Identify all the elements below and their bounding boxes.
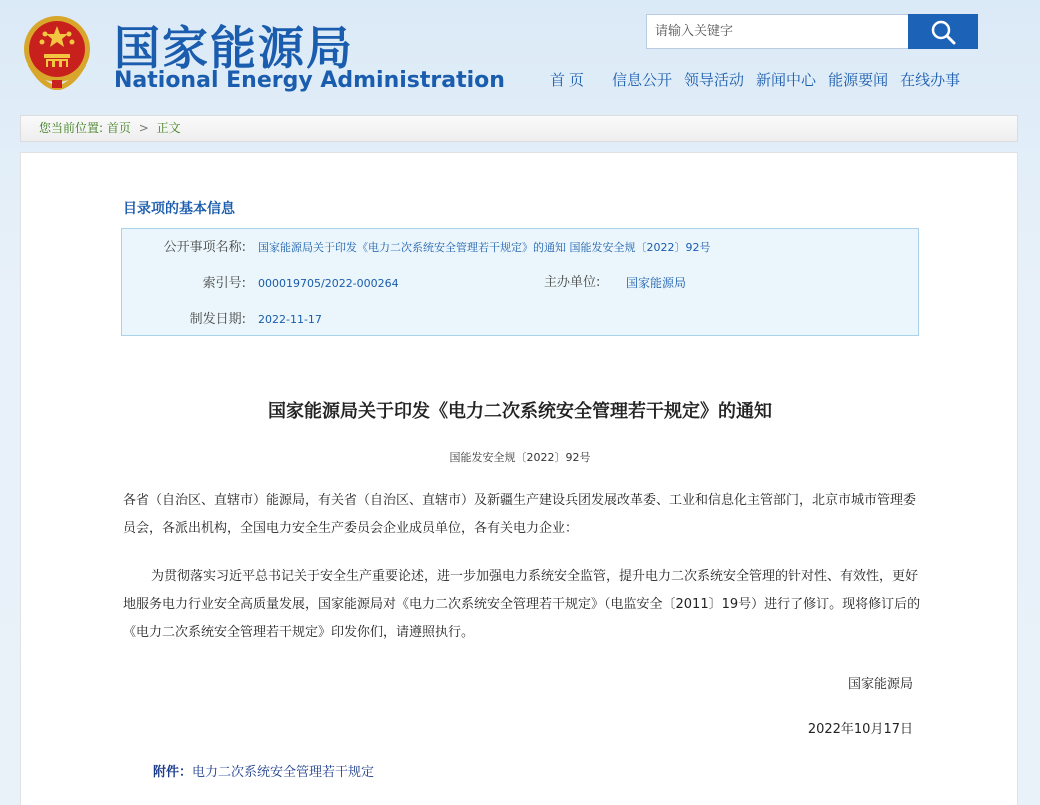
site-name-en[interactable]: National Energy Administration: [114, 68, 505, 93]
nav-item-news-center[interactable]: 新闻中心: [756, 71, 817, 89]
site-name-cn[interactable]: 国家能源局: [114, 21, 354, 75]
nav-item-leadership[interactable]: 领导活动: [684, 71, 745, 89]
info-box: [121, 228, 919, 336]
document-title: 国家能源局关于印发《电力二次系统安全管理若干规定》的通知: [268, 401, 772, 422]
date-label: 制发日期:: [189, 312, 246, 327]
nav-item-home[interactable]: 首页: [550, 71, 589, 89]
breadcrumb-separator: >: [138, 121, 149, 135]
search-icon: [930, 19, 956, 45]
date-value: 2022-11-17: [258, 313, 322, 326]
document-number: 国能发安全规〔2022〕92号: [449, 451, 591, 464]
breadcrumb-prefix: 您当前位置:: [39, 121, 104, 135]
main-nav: [550, 69, 972, 90]
main-content: [20, 152, 1018, 805]
nav-item-energy-news[interactable]: 能源要闻: [828, 71, 889, 89]
breadcrumb-home-link[interactable]: 首页: [106, 121, 131, 135]
item-name-label: 公开事项名称:: [163, 240, 246, 255]
attachment: [153, 761, 374, 780]
index-value: 000019705/2022-000264: [258, 277, 399, 290]
document-date: 2022年10月17日: [807, 722, 913, 737]
dept-label: 主办单位:: [544, 275, 601, 290]
search-box: [646, 14, 978, 49]
document-recipients: 各省（自治区、直辖市）能源局，有关省（自治区、直辖市）及新疆生产建设兵团发展改革委、工业和信息化主管部门，北京市城市管理委员会，各派出机构，全国电力安全生产委员会企业成员单位，各有关电力企业：: [123, 493, 917, 536]
document-signature: 国家能源局: [847, 677, 913, 692]
item-name-value: 国家能源局关于印发《电力二次系统安全管理若干规定》的通知 国能发安全规〔2022〕92号: [258, 241, 711, 254]
index-label: 索引号:: [202, 276, 246, 291]
site-header: [0, 0, 1040, 112]
nav-item-info-disclosure[interactable]: 信息公开: [612, 71, 673, 89]
breadcrumb-current[interactable]: 正文: [156, 121, 181, 135]
search-button[interactable]: [908, 14, 978, 49]
document-body: 为贯彻落实习近平总书记关于安全生产重要论述，进一步加强电力系统安全监管，提升电力二次系统安全管理的针对性、有效性，更好地服务电力行业安全高质量发展，国家能源局对《电力二次系统安全管理若干规定》（电监安全〔2011〕19号）进行了修订。现将修订后的《电力二次系统安全管理若干规定》印发你们，请遵照执行。: [123, 569, 921, 640]
info-row-item-name: [122, 237, 711, 257]
national-emblem-icon: [22, 14, 92, 90]
search-input[interactable]: [647, 15, 909, 48]
info-row-index: [122, 273, 920, 293]
dept-value: 国家能源局: [626, 276, 687, 290]
breadcrumb: [20, 115, 1018, 142]
attachment-label: 附件：: [153, 765, 193, 780]
info-row-date: [122, 309, 322, 329]
info-section-title: 目录项的基本信息: [123, 201, 235, 217]
nav-item-online-services[interactable]: 在线办事: [900, 71, 961, 89]
attachment-link[interactable]: 电力二次系统安全管理若干规定: [192, 765, 375, 780]
